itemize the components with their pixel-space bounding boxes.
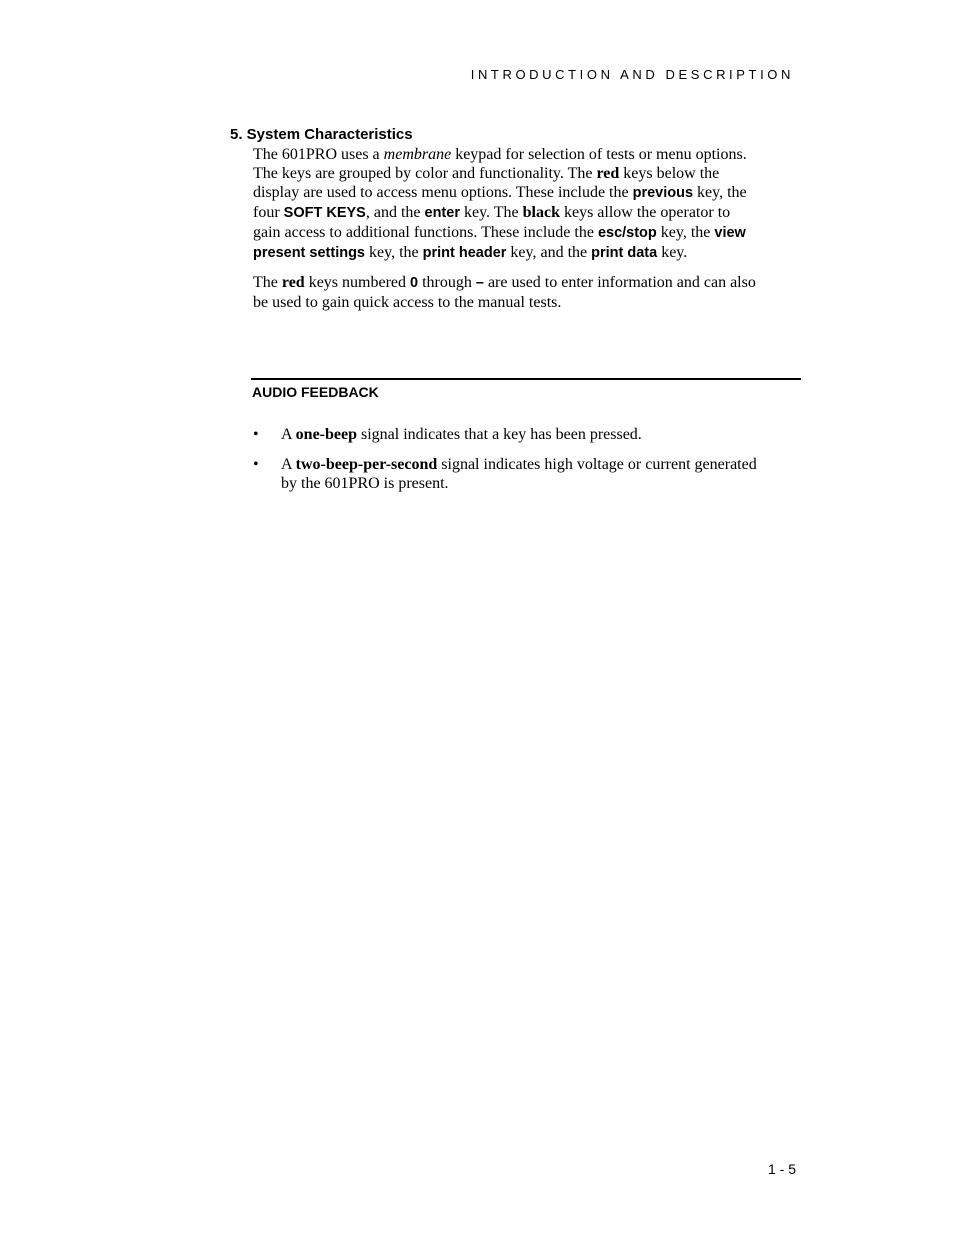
red-keys-paragraph: [253, 273, 801, 312]
emphasis-membrane: membrane: [383, 146, 452, 163]
key-name-view: view: [714, 225, 746, 241]
key-name-zero: 0: [410, 275, 419, 291]
paragraph-line: [253, 273, 801, 293]
emphasis-two-beep-per-second: two-beep-per-second: [295, 456, 438, 473]
key-name-present-settings: present settings: [253, 245, 365, 261]
bullet-text: [281, 425, 801, 444]
key-name-previous: previous: [632, 185, 694, 201]
audio-feedback-heading: AUDIO FEEDBACK: [252, 384, 379, 400]
text-run: keys below the: [619, 165, 720, 182]
text-run: The: [253, 274, 282, 291]
text-run: key. The: [459, 204, 523, 221]
running-header: INTRODUCTION AND DESCRIPTION: [470, 67, 794, 82]
key-name-esc-stop: esc/stop: [597, 225, 657, 241]
text-run: A: [281, 456, 296, 473]
text-run: The keys are grouped by color and functionality. The: [253, 165, 597, 182]
paragraph-line: [281, 455, 801, 474]
text-run: key, and the: [506, 244, 592, 261]
text-run: The 601PRO uses a: [253, 146, 384, 163]
text-run: , and the: [365, 204, 425, 221]
section-heading: 5. System Characteristics: [230, 126, 413, 143]
emphasis-red: red: [596, 165, 620, 182]
text-run: key, the: [365, 244, 423, 261]
text-run: keys numbered: [304, 274, 410, 291]
paragraph-line: [253, 223, 801, 243]
section-divider: [251, 378, 801, 380]
paragraph-line: [253, 145, 801, 164]
page-number: 1 - 5: [767, 1161, 796, 1177]
text-run: A: [281, 426, 296, 443]
paragraph-line: [253, 183, 801, 203]
bullet-icon: •: [253, 426, 259, 443]
key-name-print-data: print data: [591, 245, 658, 261]
text-run: four: [253, 204, 284, 221]
key-name-print-header: print header: [422, 245, 507, 261]
bullet-text: [281, 455, 801, 493]
emphasis-black: black: [522, 204, 560, 221]
text-run: through: [418, 274, 476, 291]
text-run: display are used to access menu options. These include the: [253, 184, 633, 201]
emphasis-red: red: [281, 274, 305, 291]
paragraph-line: [253, 243, 801, 263]
text-run: signal indicates high voltage or current generated: [437, 456, 757, 473]
emphasis-one-beep: one-beep: [295, 426, 357, 443]
paragraph-line: [253, 203, 801, 223]
key-name-dash: –: [475, 275, 484, 291]
text-run: are used to enter information and can also: [483, 274, 756, 291]
text-run: gain access to additional functions. These include the: [253, 224, 598, 241]
text-run: key.: [657, 244, 688, 261]
paragraph-line: [253, 164, 801, 183]
paragraph-line: by the 601PRO is present.: [281, 475, 449, 492]
text-run: key, the: [693, 184, 747, 201]
system-characteristics-paragraph: [253, 145, 801, 263]
key-name-enter: enter: [424, 205, 460, 221]
text-run: key, the: [656, 224, 715, 241]
text-run: keys allow the operator to: [559, 204, 731, 221]
text-run: keypad for selection of tests or menu options.: [451, 146, 747, 163]
text-run: signal indicates that a key has been pressed.: [357, 426, 642, 443]
paragraph-line: be used to gain quick access to the manual tests.: [253, 294, 562, 311]
key-name-soft-keys: SOFT KEYS: [283, 205, 366, 221]
bullet-icon: •: [253, 456, 259, 473]
paragraph-line: [281, 425, 801, 444]
